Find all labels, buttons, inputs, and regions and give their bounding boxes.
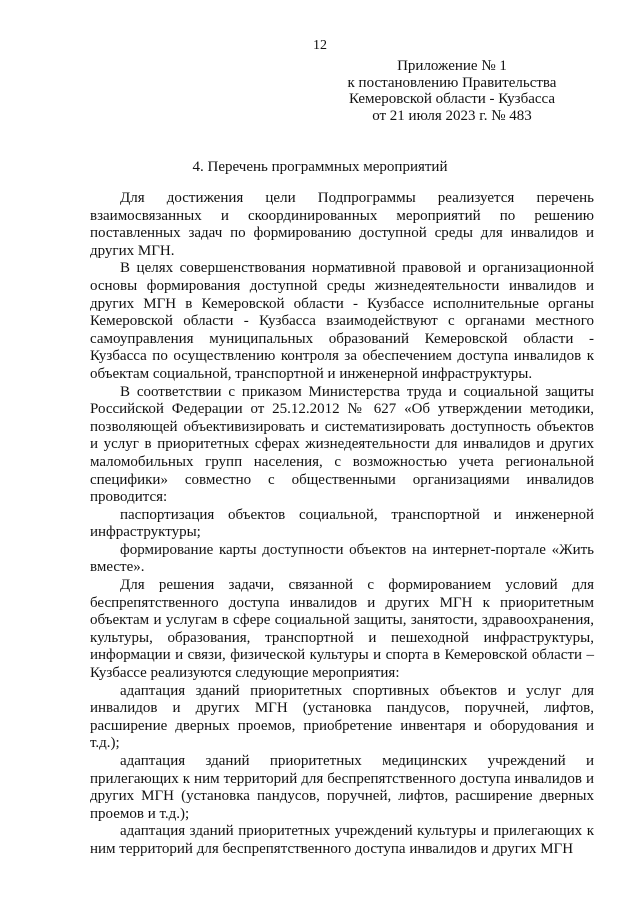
paragraph: адаптация зданий приоритетных учреждений культуры и прилегающих к ним территорий для беспрепятственного доступа инвалидов и других МГН [90, 823, 594, 857]
paragraph: В целях совершенствования нормативной правовой и организационной основы формирования доступной среды жизнедеятельности инвалидов и других МГН в Кемеровской области - Кузбассе исполнительные органы Кемеровской области - Кузбасса взаимодействуют с органами местного самоуправления муниципальных образований Кемеровской области - Кузбасса по осуществлению контроля за обеспечением доступа инвалидов к объектам социальной, транспортной и инженерной инфраструктуры. [90, 260, 594, 382]
paragraph: В соответствии с приказом Министерства труда и социальной защиты Российской Федерации от 25.12.2012 № 627 «Об утверждении методики, позволяющей объективизировать и систематизировать доступность объектов и услуг в приоритетных сферах жизнедеятельности для инвалидов и других маломобильных групп населения, с возможностью учета региональной специфики» совместно с общественными организациями инвалидов проводится: [90, 383, 594, 506]
paragraph: паспортизация объектов социальной, транспортной и инженерной инфраструктуры; [90, 506, 594, 541]
paragraph: адаптация зданий приоритетных спортивных объектов и услуг для инвалидов и других МГН (установка пандусов, поручней, лифтов, расширение дверных проемов, приобретение инвентаря и оборудования и т.д.); [90, 682, 594, 752]
paragraph: Для решения задачи, связанной с формированием условий для беспрепятственного доступа инвалидов и других МГН к приоритетным объектам и услугам в сфере социальной защиты, занятости, здравоохранения, культуры, образования, транспортной и пешеходной инфраструктуры, информации и связи, физической культуры и спорта в Кемеровской области – Кузбассе реализуются следующие мероприятия: [90, 577, 594, 682]
paragraph: Для достижения цели Подпрограммы реализуется перечень взаимосвязанных и скоординированных мероприятий по решению поставленных задач по формированию доступной среды для инвалидов и других МГН. [90, 190, 594, 259]
appendix-reference: к постановлению Правительства [347, 74, 557, 91]
paragraph: формирование карты доступности объектов на интернет-портале «Жить вместе». [90, 541, 594, 576]
page-number: 12 [313, 38, 327, 53]
body-text [90, 190, 594, 859]
appendix-title: Приложение № 1 [397, 58, 507, 74]
appendix-date: от 21 июля 2023 г. № 483 [372, 107, 532, 124]
appendix-region: Кемеровской области - Кузбасса [348, 91, 556, 107]
section-title: 4. Перечень программных мероприятий [192, 159, 448, 175]
paragraph: адаптация зданий приоритетных медицинских учреждений и прилегающих к ним территорий для беспрепятственного доступа инвалидов и других МГН (установка пандусов, поручней, лифтов, расширение дверных проемов и т.д.); [90, 753, 594, 822]
appendix-header [322, 58, 582, 124]
